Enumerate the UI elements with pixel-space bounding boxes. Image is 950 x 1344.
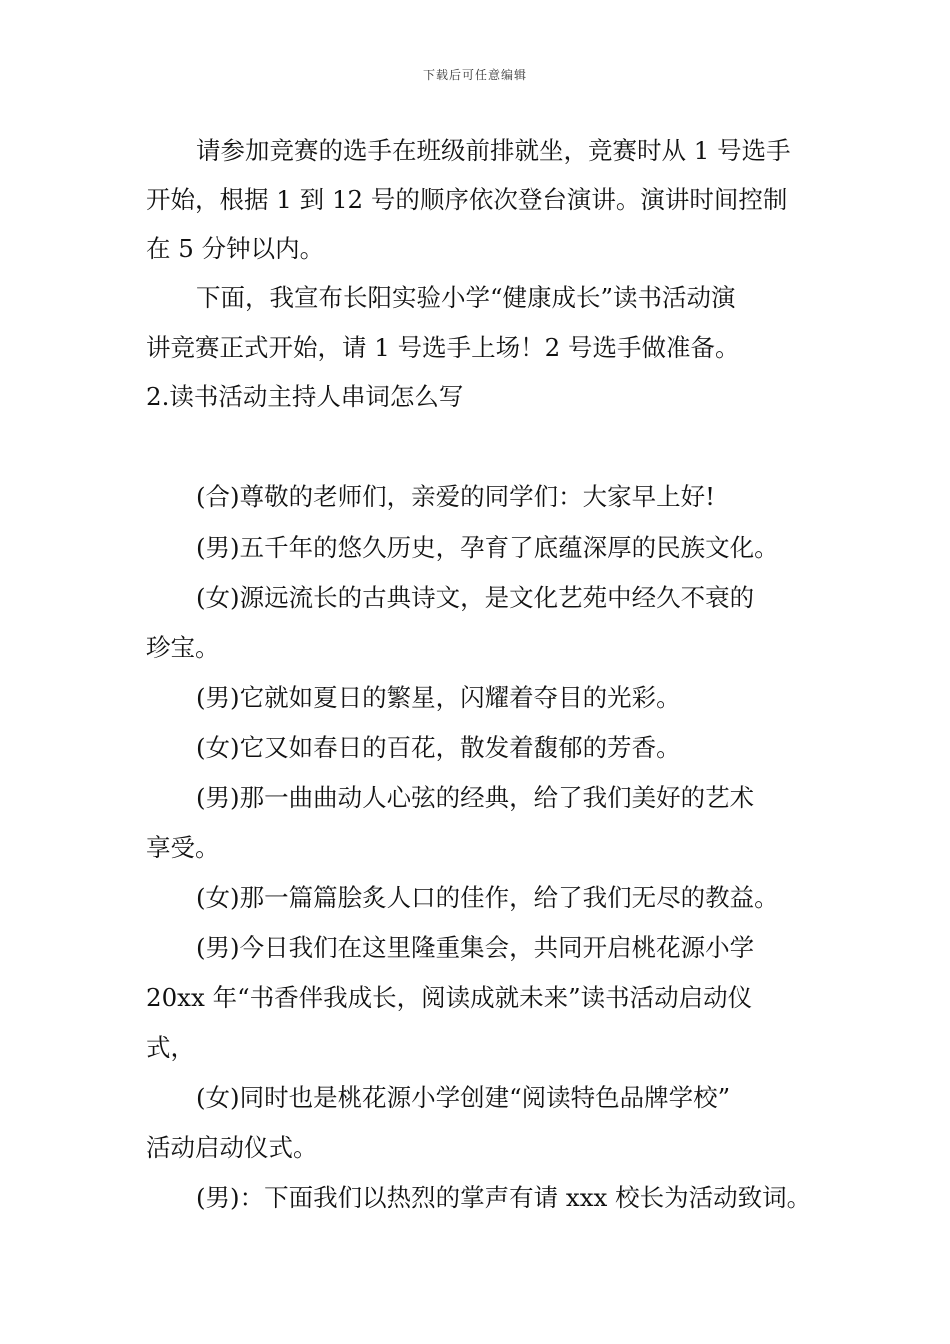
text-line: (女)那一篇篇脍炙人口的佳作，给了我们无尽的教益。 bbox=[196, 883, 779, 912]
text-line: 式， bbox=[146, 1033, 195, 1062]
text-line: 在 5 分钟以内。 bbox=[146, 234, 325, 263]
text-line: (合)尊敬的老师们，亲爱的同学们：大家早上好! bbox=[196, 482, 715, 511]
text-line: 下面，我宣布长阳实验小学“健康成长”读书活动演 bbox=[196, 283, 736, 312]
section-heading: 2.读书活动主持人串词怎么写 bbox=[146, 382, 464, 411]
text-line: 20xx 年“书香伴我成长，阅读成就未来”读书活动启动仪 bbox=[146, 983, 753, 1012]
text-line: 开始，根据 1 到 12 号的顺序依次登台演讲。演讲时间控制 bbox=[146, 185, 788, 214]
text-line: 珍宝。 bbox=[146, 633, 220, 662]
text-line: 请参加竞赛的选手在班级前排就坐，竞赛时从 1 号选手 bbox=[196, 136, 791, 165]
text-line: (男)今日我们在这里隆重集会，共同开启桃花源小学 bbox=[196, 933, 755, 962]
text-line: (女)它又如春日的百花，散发着馥郁的芳香。 bbox=[196, 733, 681, 762]
text-line: (女)源远流长的古典诗文，是文化艺苑中经久不衰的 bbox=[196, 583, 755, 612]
text-line: 讲竞赛正式开始，请 1 号选手上场！2 号选手做准备。 bbox=[146, 333, 740, 362]
text-line: (男)它就如夏日的繁星，闪耀着夺目的光彩。 bbox=[196, 683, 681, 712]
text-line: 活动启动仪式。 bbox=[146, 1133, 318, 1162]
header-note: 下载后可任意编辑 bbox=[422, 68, 527, 82]
text-line: (男)那一曲曲动人心弦的经典，给了我们美好的艺术 bbox=[196, 783, 755, 812]
text-line: 享受。 bbox=[146, 833, 220, 862]
text-line: (女)同时也是桃花源小学创建“阅读特色品牌学校” bbox=[196, 1083, 731, 1112]
text-line: (男)五千年的悠久历史，孕育了底蕴深厚的民族文化。 bbox=[196, 533, 779, 562]
text-line: (男)：下面我们以热烈的掌声有请 xxx 校长为活动致词。 bbox=[196, 1183, 812, 1212]
